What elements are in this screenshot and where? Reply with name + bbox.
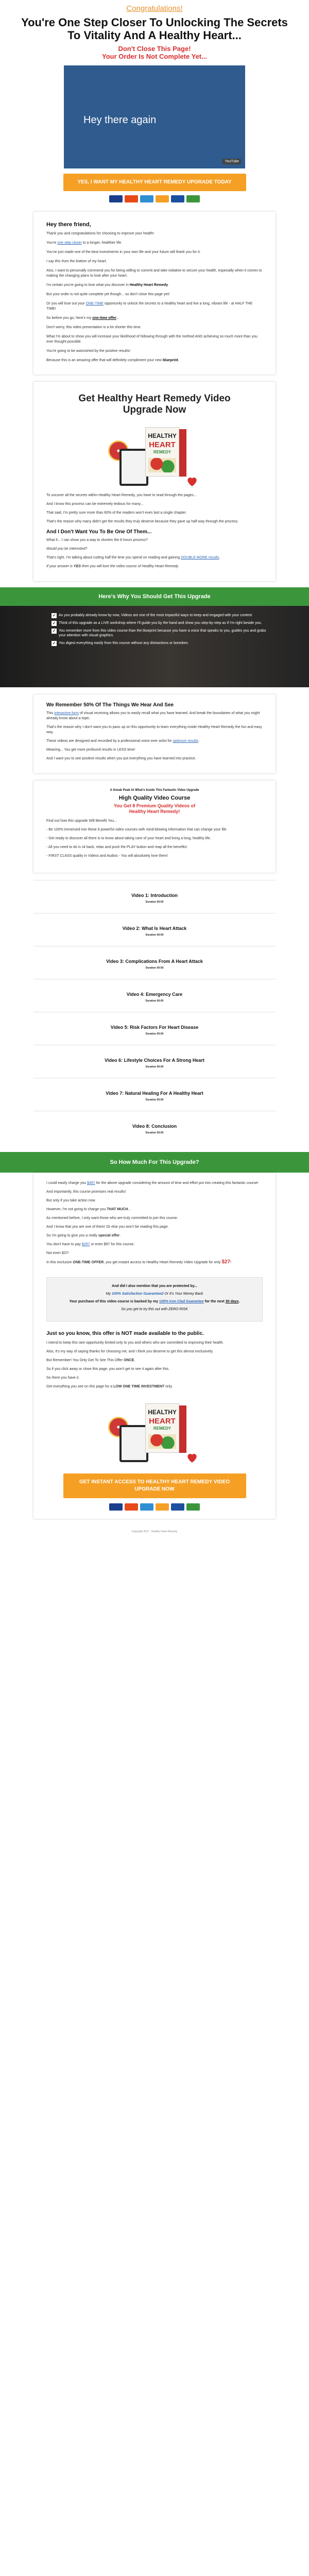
product-brand-line-2: HEART xyxy=(149,1417,176,1426)
closing-title: Just so you know, this offer is NOT made available to the public. xyxy=(46,1331,204,1336)
price-p10: In this exclusive ONE-TIME OFFER, you get instant access to Healthy Heart Remedy Video Upgrade for only $27! xyxy=(46,1259,231,1265)
price-p5: As mentioned before, I only want those who are truly committed to join this course. xyxy=(46,1216,178,1220)
payment-cards xyxy=(0,195,309,202)
paypal-card-icon xyxy=(171,1503,184,1511)
closing-p6: Get everything you see on this page for a LOW ONE TIME INVESTMENT only. xyxy=(46,1385,173,1388)
price-p6: And I know that you are one of them! Or else you won't be reading this page. xyxy=(46,1225,169,1229)
upgrade-panel xyxy=(33,382,276,581)
module-item xyxy=(33,979,276,1012)
payment-cards-bottom xyxy=(33,1503,276,1511)
mastercard-card-icon xyxy=(125,1503,138,1511)
price-heading: So How Much For This Upgrade? xyxy=(0,1152,309,1173)
upgrade-cta-button-top[interactable]: YES, I WANT MY HEALTHY HEART REMEDY UPGRADE TODAY xyxy=(63,174,246,191)
product-image-bottom xyxy=(108,1399,201,1466)
module-name: Video 5: Risk Factors For Heart Disease xyxy=(110,1025,199,1030)
course-peek: A Sneak Peak At What's Inside This Fantastic Video Upgrade xyxy=(110,789,199,792)
letter-p9: So before you go, here's my one-time offer... xyxy=(46,316,119,320)
module-duration: Duration 00:00 xyxy=(145,1065,164,1069)
module-item xyxy=(33,880,276,913)
letter-p11: What I'm about to show you will increase your likelihood of following through with the method AND achieving so much more than you ever thought possible. xyxy=(46,335,258,344)
amex-card-icon xyxy=(140,1503,153,1511)
letter-p2: You're one step closer to a longer, healthier life. xyxy=(46,241,123,245)
checkbox-icon: ✓ xyxy=(52,621,56,625)
module-duration: Duration 00:00 xyxy=(145,1131,164,1134)
letter-p3: You've just made one of the best investments in your own life and your future will thank you for it. xyxy=(46,250,201,254)
why-item: ✓ You digest everything easily from this course without any distractions or boredom. xyxy=(52,641,189,646)
discover-card-icon xyxy=(156,1503,169,1511)
product-brand-line-3: REMEDY xyxy=(153,1426,171,1431)
module-item xyxy=(33,1111,276,1144)
letter-p4: I say this from the bottom of my heart. xyxy=(46,260,107,263)
course-panel xyxy=(33,781,276,873)
discover-card-icon xyxy=(156,195,169,202)
closing-p2: Also, it's my way of saying thanks for choosing me, and I think you deserve to get this almost exclusively. xyxy=(46,1350,214,1353)
why-list xyxy=(52,613,268,646)
module-name: Video 3: Complications From A Heart Attack xyxy=(106,959,203,964)
remember-p1: This interactive form of visual receiving allows you to easily recall what you have learned. And break the boundaries of what you might already know about a topic. xyxy=(46,711,260,720)
module-duration: Duration 00:00 xyxy=(145,934,164,937)
video-player[interactable] xyxy=(64,65,245,168)
letter-panel xyxy=(33,212,276,375)
price-p2: And importantly, this course promises real results! xyxy=(46,1190,126,1194)
vegetables-image xyxy=(148,1434,176,1449)
tablet-icon xyxy=(119,449,148,486)
checkbox-icon: ✓ xyxy=(52,641,56,646)
guarantee-box xyxy=(46,1277,263,1321)
why-section xyxy=(0,606,309,687)
guarantee-line-2: My 100% Satisfaction Guaranteed Or It's Your Money Back xyxy=(106,1292,203,1296)
module-item xyxy=(33,1045,276,1078)
module-list xyxy=(0,880,309,1144)
tablet-icon xyxy=(119,1425,148,1462)
upgrade-p2: And I know this process can be extremely tedious for many... xyxy=(46,502,144,506)
price-p3: But only if you take action now. xyxy=(46,1199,96,1202)
checkbox-icon: ✓ xyxy=(52,629,56,633)
checkbox-icon: ✓ xyxy=(52,613,56,618)
visa-card-icon xyxy=(109,1503,123,1511)
module-item xyxy=(33,913,276,946)
letter-p5: Also, I want to personally commend you for being willing to commit and take initiative to secure your health, especially when it comes to making the changing plans to look after your heart. xyxy=(46,269,262,278)
module-duration: Duration 00:00 xyxy=(145,999,164,1003)
visa-card-icon xyxy=(109,195,123,202)
module-duration: Duration 00:00 xyxy=(145,967,164,970)
letter-p8: Or you will lose out your ONE-TIME opportunity to unlock the secrets to a healthy heart and live a long, vibrant life - at HALF THE TIME! xyxy=(46,302,253,311)
heart-icon xyxy=(185,1451,199,1464)
price-p9: Not even $37! xyxy=(46,1251,69,1255)
module-name: Video 1: Introduction xyxy=(131,893,178,898)
one-step-link: one step closer xyxy=(57,241,82,245)
module-name: Video 7: Natural Healing For A Healthy Heart xyxy=(106,1091,203,1096)
module-item xyxy=(33,1078,276,1111)
upgrade-cta-button-bottom[interactable]: GET INSTANT ACCESS TO HEALTHY HEART REMEDY VIDEO UPGRADE NOW xyxy=(63,1473,246,1498)
mastercard-card-icon xyxy=(125,195,138,202)
why-heading: Here's Why You Should Get This Upgrade xyxy=(0,587,309,606)
guarantee-line-3: Your purchase of this video course is backed by my 100% Iron Clad Guarantee for the next 30 days. xyxy=(69,1300,240,1303)
why-item: ✓ As you probably already know by now, Videos are one of the most impactful ways to keep and engaged with your content. xyxy=(52,613,253,618)
product-brand-line-1: HEALTHY xyxy=(148,1409,177,1416)
remember-p4: Meaning... You get more profound results in LESS time! xyxy=(46,748,135,752)
upgrade-p3: That said, I'm pretty sure more than 60% of the readers won't even last a single chapter. xyxy=(46,511,187,515)
module-duration: Duration 00:00 xyxy=(145,1032,164,1036)
closing-p5: So there you have it. xyxy=(46,1376,80,1380)
course-b4: - FIRST CLASS quality in Videos and Audios - You will absolutely love them! xyxy=(46,854,168,858)
paypal-card-icon xyxy=(171,195,184,202)
upgrade-p1: To uncover all the secrets within Healthy Heart Remedy, you have to read through the pages... xyxy=(46,494,197,497)
remember-p5: And I want you to see positive results when you put everything you have learned into practice. xyxy=(46,757,196,760)
letter-p7: But your order is not quite complete yet though... so don't close this page yet! xyxy=(46,293,170,296)
upgrade-p8: If your answer is YES then you will love the video course of Healthy Heart Remedy. xyxy=(46,565,179,568)
warning-line-2: Your Order Is Not Complete Yet... xyxy=(102,53,207,60)
module-duration: Duration 00:00 xyxy=(145,901,164,904)
upgrade-p5: What if... I can show you a way to shorten the 8 hours process? xyxy=(46,538,148,542)
course-intro: Find out how this upgrade Will Benefit You... xyxy=(46,819,117,823)
remember-heading: We Remember 50% Of The Things We Hear And See xyxy=(46,702,174,708)
youtube-icon[interactable]: YouTube xyxy=(222,159,241,164)
page-title: You're One Step Closer To Unlocking The Secrets To Vitality And A Healthy Heart... xyxy=(21,16,288,42)
module-name: Video 2: What Is Heart Attack xyxy=(122,926,187,931)
video-title: Hey there again xyxy=(83,114,157,126)
closing-p3: But Remember! You Only Get To See This Offer ONCE. xyxy=(46,1359,135,1362)
congrats-heading: Congratulations! xyxy=(126,4,183,13)
guarantee-line-1: And did I also mention that you are protected by... xyxy=(112,1284,197,1288)
amex-card-icon xyxy=(140,195,153,202)
upgrade-p6: Would you be interested? xyxy=(46,547,88,551)
product-brand-line-3: REMEDY xyxy=(153,450,171,454)
why-item: ✓ Think of this upgrade as a LIVE workshop where I'll guide you by the hand and show you step-by-step as if I'm right beside you. xyxy=(52,621,262,625)
forgot-heading: And I Don't Want You To Be One Of Them... xyxy=(46,529,152,535)
letter-greeting: Hey there friend, xyxy=(46,222,91,228)
letter-p13: Because this is an amazing offer that will definitely compliment your new blueprint. xyxy=(46,359,179,362)
product-brand-line-1: HEALTHY xyxy=(148,432,177,439)
jcb-card-icon xyxy=(186,1503,200,1511)
module-name: Video 6: Lifestyle Choices For A Strong Heart xyxy=(105,1058,204,1063)
price-panel xyxy=(33,1173,276,1519)
letter-p1: Thank you and congratulations for choosing to improve your health! xyxy=(46,232,154,235)
product-brand-line-2: HEART xyxy=(149,440,176,449)
price-p1: I could easily charge you $497 for the above upgrade considering the amount of time and effort put into creating this fantastic course! xyxy=(46,1181,259,1185)
module-item xyxy=(33,946,276,979)
upgrade-title: Get Healthy Heart Remedy Video Upgrade Now xyxy=(78,393,231,415)
module-item xyxy=(33,1012,276,1045)
price-p8: You don't have to pay $297 or even $97 for this course. xyxy=(46,1243,135,1246)
course-b1: - Be 100% immersed into these 8 powerful video courses with mind-blowing information that can change your life. xyxy=(46,828,228,832)
guarantee-line-4: So you get to try this out with ZERO RISK xyxy=(121,1308,188,1311)
closing-p1: I intend to keep this rare opportunity limited only to you and others who are committed to improving their health. xyxy=(46,1341,224,1345)
why-item: ✓ You remember more from this video course than the blueprint because you have a voice that speaks to you, guides you and grabs your attention with visual graphics. xyxy=(52,629,266,637)
upgrade-p4: That's the reason why many didn't get the results they truly deserve because they gave up half-way through the process. xyxy=(46,520,239,523)
jcb-card-icon xyxy=(186,195,200,202)
vegetables-image xyxy=(148,458,176,472)
module-name: Video 8: Conclusion xyxy=(132,1124,177,1129)
remember-p2: That's the reason why I don't want you to pass up on this opportunity to learn everything inside Healthy Heart Remedy the fun and easy way. xyxy=(46,725,262,734)
heart-icon xyxy=(185,474,199,488)
course-b2: - Get ready to discover all there is to know about taking care of your heart and living a long, healthy life. xyxy=(46,837,211,840)
course-b3: - All you need to do is sit back, relax and push the PLAY button and reap all the benefits! xyxy=(46,845,187,849)
module-name: Video 4: Emergency Care xyxy=(126,992,183,997)
remember-p3: These videos are designed and recorded by a professional voice-over artist for optimum results. xyxy=(46,739,199,743)
course-title: High Quality Video Course xyxy=(118,795,191,801)
product-image xyxy=(108,423,201,490)
upgrade-p7: That's right. I'm talking about cutting half the time you spend on reading and gaining DOUBLE MORE results. xyxy=(46,556,220,560)
module-duration: Duration 00:00 xyxy=(145,1098,164,1101)
warning-line-1: Don't Close This Page! xyxy=(118,45,191,53)
price-p7: So I'm going to give you a really special offer. xyxy=(46,1234,121,1238)
price-p4: However, I'm not going to charge you THAT MUCH... xyxy=(46,1208,131,1211)
footer-copyright: Copyright 2017 - Healthy Heart Remedy xyxy=(131,1530,178,1533)
closing-p4: So if you click away or close this page, you won't get to see it again after this. xyxy=(46,1367,170,1371)
course-red-1: You Get 8 Premium Quality Videos of xyxy=(113,803,196,808)
remember-panel xyxy=(33,694,276,773)
letter-p6: I'm certain you're going to love what you discover in Healthy Heart Remedy. xyxy=(46,283,169,287)
letter-p12: You're going to be astonished by the positive results! xyxy=(46,349,130,353)
course-red-2: Healthy Heart Remedy! xyxy=(129,809,180,814)
letter-p10: Don't worry, this video presentation is a lot shorter this time. xyxy=(46,326,142,329)
